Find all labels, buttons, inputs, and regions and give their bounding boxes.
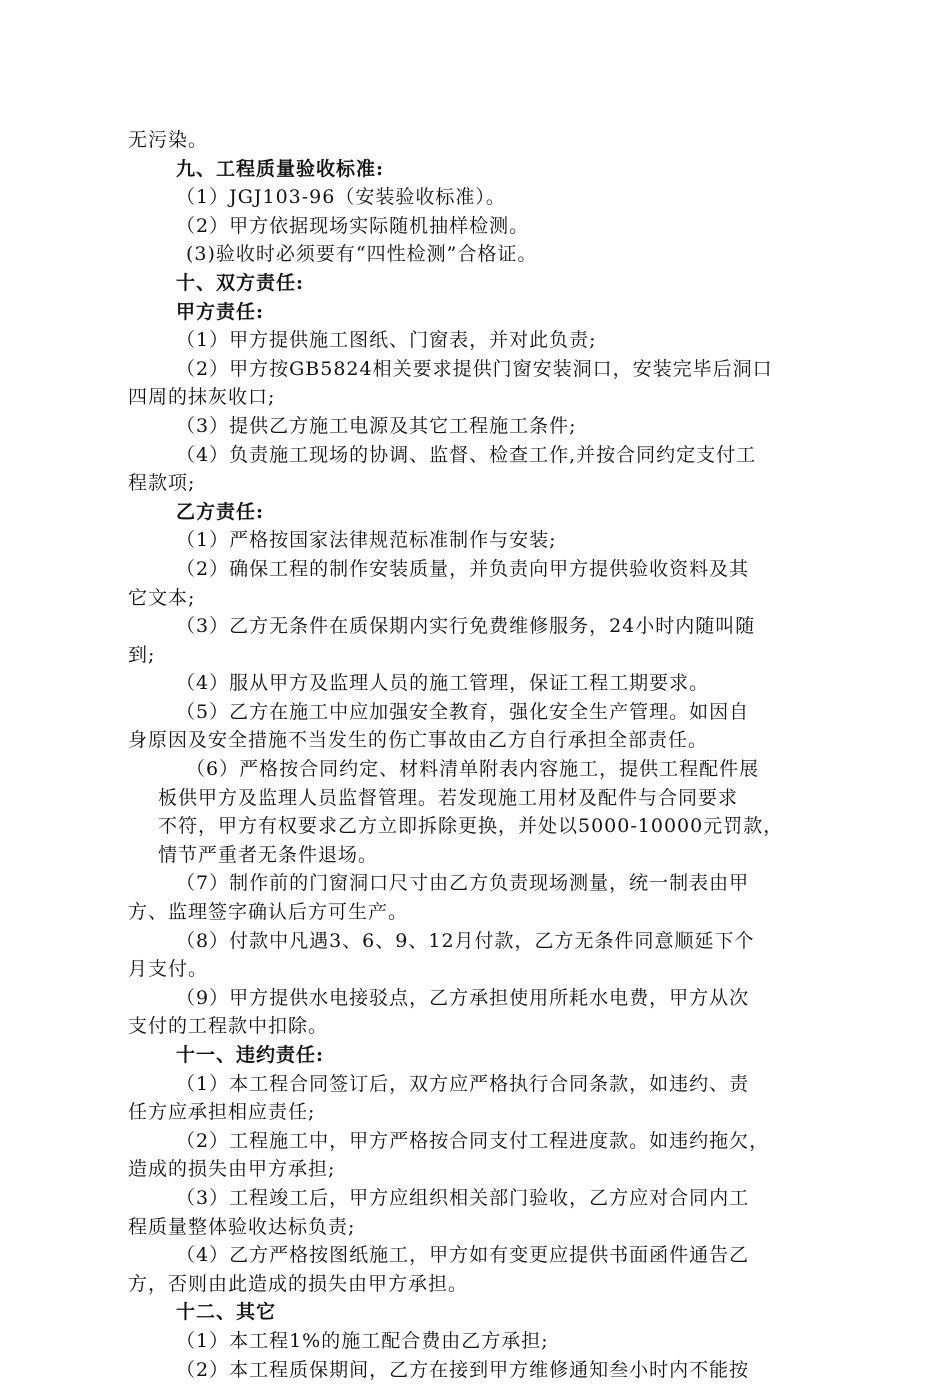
paragraph-line: （8）付款中凡遇3、6、9、12月付款，乙方无条件同意顺延下个 xyxy=(176,929,755,952)
paragraph-line: 身原因及安全措施不当发生的伤亡事故由乙方自行承担全部责任。 xyxy=(128,729,709,752)
paragraph-line: 支付的工程款中扣除。 xyxy=(128,1015,329,1038)
paragraph-line: (3)验收时必须要有“四性检测”合格证。 xyxy=(186,243,538,266)
paragraph-line: 程质量整体验收达标负责; xyxy=(128,1215,356,1238)
paragraph-line: 月支付。 xyxy=(128,958,209,981)
paragraph-line: （2）本工程质保期间，乙方在接到甲方维修通知叁小时内不能按 xyxy=(176,1358,750,1381)
paragraph-line: （1）甲方提供施工图纸、门窗表，并对此负责; xyxy=(176,329,597,352)
paragraph-line: （1）严格按国家法律规范标准制作与安装; xyxy=(176,529,557,552)
paragraph-line: 到; xyxy=(128,643,156,666)
paragraph-line: 情节严重者无条件退场。 xyxy=(158,843,379,866)
section-heading: 九、工程质量验收标准: xyxy=(176,157,385,180)
paragraph-line: （1）JGJ103-96（安装验收标准）。 xyxy=(176,186,506,209)
paragraph-line: （3）乙方无条件在质保期内实行免费维修服务，24小时内随叫随 xyxy=(176,615,756,638)
paragraph-line: 无污染。 xyxy=(128,129,209,151)
paragraph-line: 任方应承担相应责任; xyxy=(128,1101,316,1124)
paragraph-line: 方，否则由此造成的损失由甲方承担。 xyxy=(128,1272,469,1295)
paragraph-line: （4）服从甲方及监理人员的施工管理，保证工程工期要求。 xyxy=(176,672,710,695)
paragraph-line: （1）本工程合同签订后，双方应严格执行合同条款，如违约、责 xyxy=(176,1072,750,1095)
paragraph-line: （6）严格按合同约定、材料清单附表内容施工，提供工程配件展 xyxy=(186,758,760,781)
paragraph-line: （9）甲方提供水电接驳点，乙方承担使用所耗水电费，甲方从次 xyxy=(176,986,750,1009)
section-heading: 十、双方责任: xyxy=(176,271,305,294)
paragraph-line: （2）甲方按GB5824相关要求提供门窗安装洞口，安装完毕后洞口 xyxy=(176,357,773,380)
paragraph-line: （5）乙方在施工中应加强安全教育，强化安全生产管理。如因自 xyxy=(176,700,750,723)
contract-text-body xyxy=(128,126,828,1384)
paragraph-line: （2）工程施工中，甲方严格按合同支付工程进度款。如违约拖欠， xyxy=(176,1129,770,1152)
paragraph-line: 板供甲方及监理人员监督管理。若发现施工用材及配件与合同要求 xyxy=(158,786,739,809)
paragraph-line: 程款项; xyxy=(128,472,196,495)
paragraph-line: （2）确保工程的制作安装质量，并负责向甲方提供验收资料及其 xyxy=(176,557,750,580)
section-heading: 甲方责任: xyxy=(176,300,265,323)
paragraph-line: 不符，甲方有权要求乙方立即拆除更换，并处以5000-10000元罚款， xyxy=(158,815,784,838)
paragraph-line: 方、监理签字确认后方可生产。 xyxy=(128,901,409,924)
paragraph-line: （3）提供乙方施工电源及其它工程施工条件; xyxy=(176,414,577,437)
paragraph-line: （4）乙方严格按图纸施工，甲方如有变更应提供书面函件通告乙 xyxy=(176,1244,750,1267)
section-heading: 十二、其它 xyxy=(176,1301,277,1324)
section-heading: 乙方责任: xyxy=(176,500,265,523)
paragraph-line: （3）工程竣工后，甲方应组织相关部门验收，乙方应对合同内工 xyxy=(176,1186,750,1209)
paragraph-line: （7）制作前的门窗洞口尺寸由乙方负责现场测量，统一制表由甲 xyxy=(176,872,750,895)
paragraph-line: 造成的损失由甲方承担; xyxy=(128,1158,336,1181)
paragraph-line: （2）甲方依据现场实际随机抽样检测。 xyxy=(176,214,530,237)
section-heading: 十一、违约责任: xyxy=(176,1044,325,1066)
paragraph-line: （1）本工程1%的施工配合费由乙方承担; xyxy=(176,1329,549,1352)
paragraph-line: 四周的抹灰收口; xyxy=(128,386,276,409)
paragraph-line: 它文本; xyxy=(128,586,196,609)
paragraph-line: （4）负责施工现场的协调、监督、检查工作,并按合同约定支付工 xyxy=(176,443,757,466)
